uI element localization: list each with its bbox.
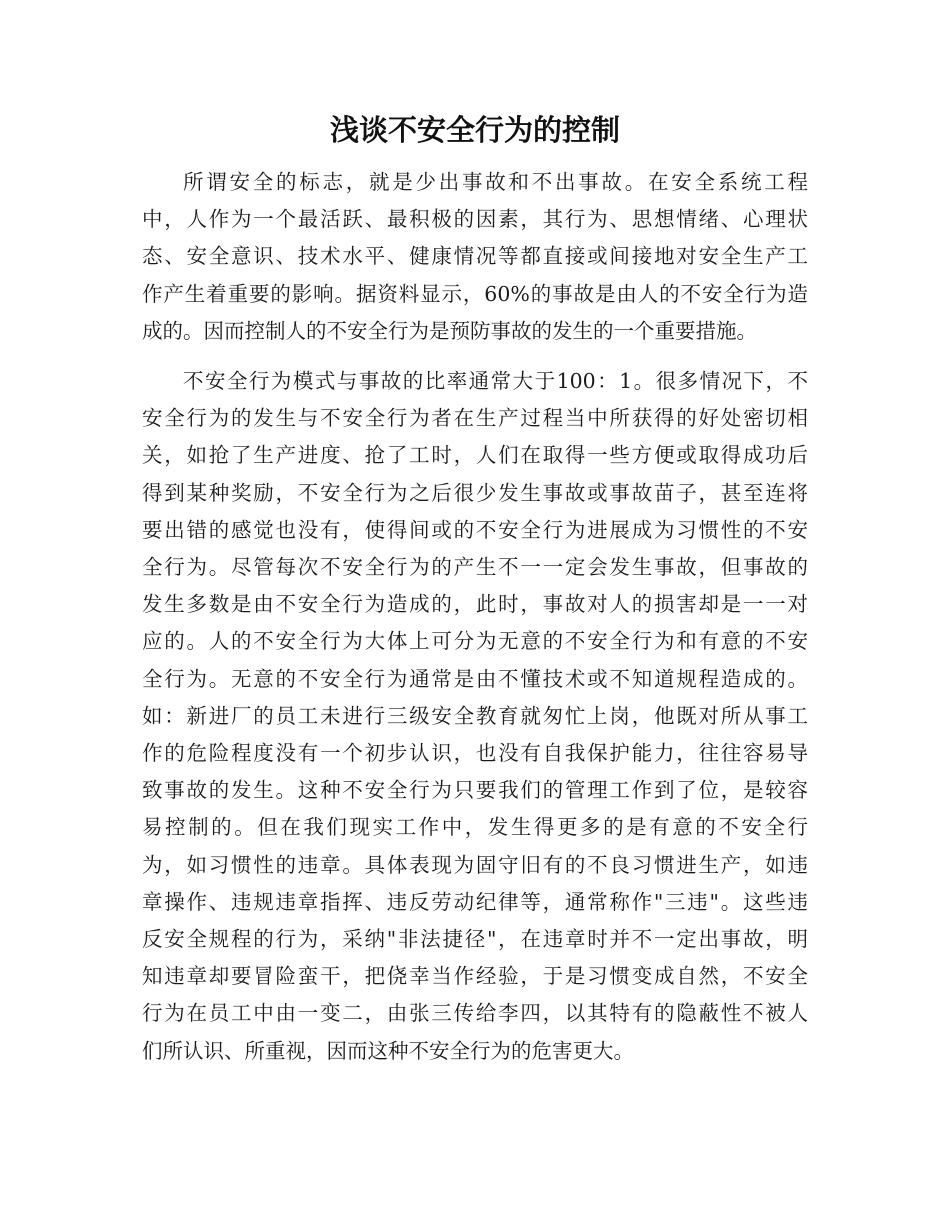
paragraph-line: 为，如习惯性的违章。具体表现为固守旧有的不良习惯进生产，如违 <box>142 852 808 877</box>
paragraph-line: 全行为。尽管每次不安全行为的产生不一一定会发生事故，但事故的 <box>142 555 808 580</box>
paragraph-line: 中，人作为一个最活跃、最积极的因素，其行为、思想情绪、心理状 <box>142 207 808 232</box>
document-title: 浅谈不安全行为的控制 <box>329 113 620 147</box>
paragraph-2 <box>142 363 808 1070</box>
paragraph-line: 知违章却要冒险蛮干，把侥幸当作经验，于是习惯变成自然，不安全 <box>142 964 808 989</box>
paragraph-1 <box>142 164 808 350</box>
paragraph-line: 们所认识、所重视，因而这种不安全行为的危害更大。 <box>142 1038 634 1063</box>
paragraph-line: 致事故的发生。这种不安全行为只要我们的管理工作到了位，是较容 <box>142 778 808 803</box>
paragraph-line: 发生多数是由不安全行为造成的，此时，事故对人的损害却是一一对 <box>142 592 808 617</box>
paragraph-line: 要出错的感觉也没有，使得间或的不安全行为进展成为习惯性的不安 <box>142 517 808 542</box>
paragraph-line: 如：新进厂的员工未进行三级安全教育就匆忙上岗，他既对所从事工 <box>142 703 808 728</box>
paragraph-spacer <box>142 350 808 363</box>
paragraph-line: 关，如抢了生产进度、抢了工时，人们在取得一些方便或取得成功后 <box>142 443 808 468</box>
paragraph-line: 成的。因而控制人的不安全行为是预防事故的发生的一个重要措施。 <box>142 318 757 343</box>
paragraph-line: 态、安全意识、技术水平、健康情况等都直接或间接地对安全生产工 <box>142 244 808 269</box>
paragraph-line: 作产生着重要的影响。据资料显示，60%的事故是由人的不安全行为造 <box>142 281 808 306</box>
paragraph-line: 行为在员工中由一变二，由张三传给李四，以其特有的隐蔽性不被人 <box>142 1001 808 1026</box>
paragraph-line: 应的。人的不安全行为大体上可分为无意的不安全行为和有意的不安 <box>142 629 808 654</box>
paragraph-line: 全行为。无意的不安全行为通常是由不懂技术或不知道规程造成的。 <box>142 666 808 691</box>
paragraph-line: 章操作、违规违章指挥、违反劳动纪律等，通常称作"三违"。这些违 <box>142 889 808 914</box>
document-body <box>142 164 808 1070</box>
paragraph-line: 易控制的。但在我们现实工作中，发生得更多的是有意的不安全行 <box>142 815 808 840</box>
paragraph-line: 安全行为的发生与不安全行为者在生产过程当中所获得的好处密切相 <box>142 406 808 431</box>
paragraph-line: 反安全规程的行为，采纳"非法捷径"，在违章时并不一定出事故，明 <box>142 927 808 952</box>
paragraph-line: 所谓安全的标志，就是少出事故和不出事故。在安全系统工程 <box>183 170 808 194</box>
paragraph-line: 不安全行为模式与事故的比率通常大于100：1。很多情况下，不 <box>183 369 808 394</box>
paragraph-line: 作的危险程度没有一个初步认识，也没有自我保护能力，往往容易导 <box>142 741 808 766</box>
paragraph-line: 得到某种奖励，不安全行为之后很少发生事故或事故苗子，甚至连将 <box>142 480 808 505</box>
